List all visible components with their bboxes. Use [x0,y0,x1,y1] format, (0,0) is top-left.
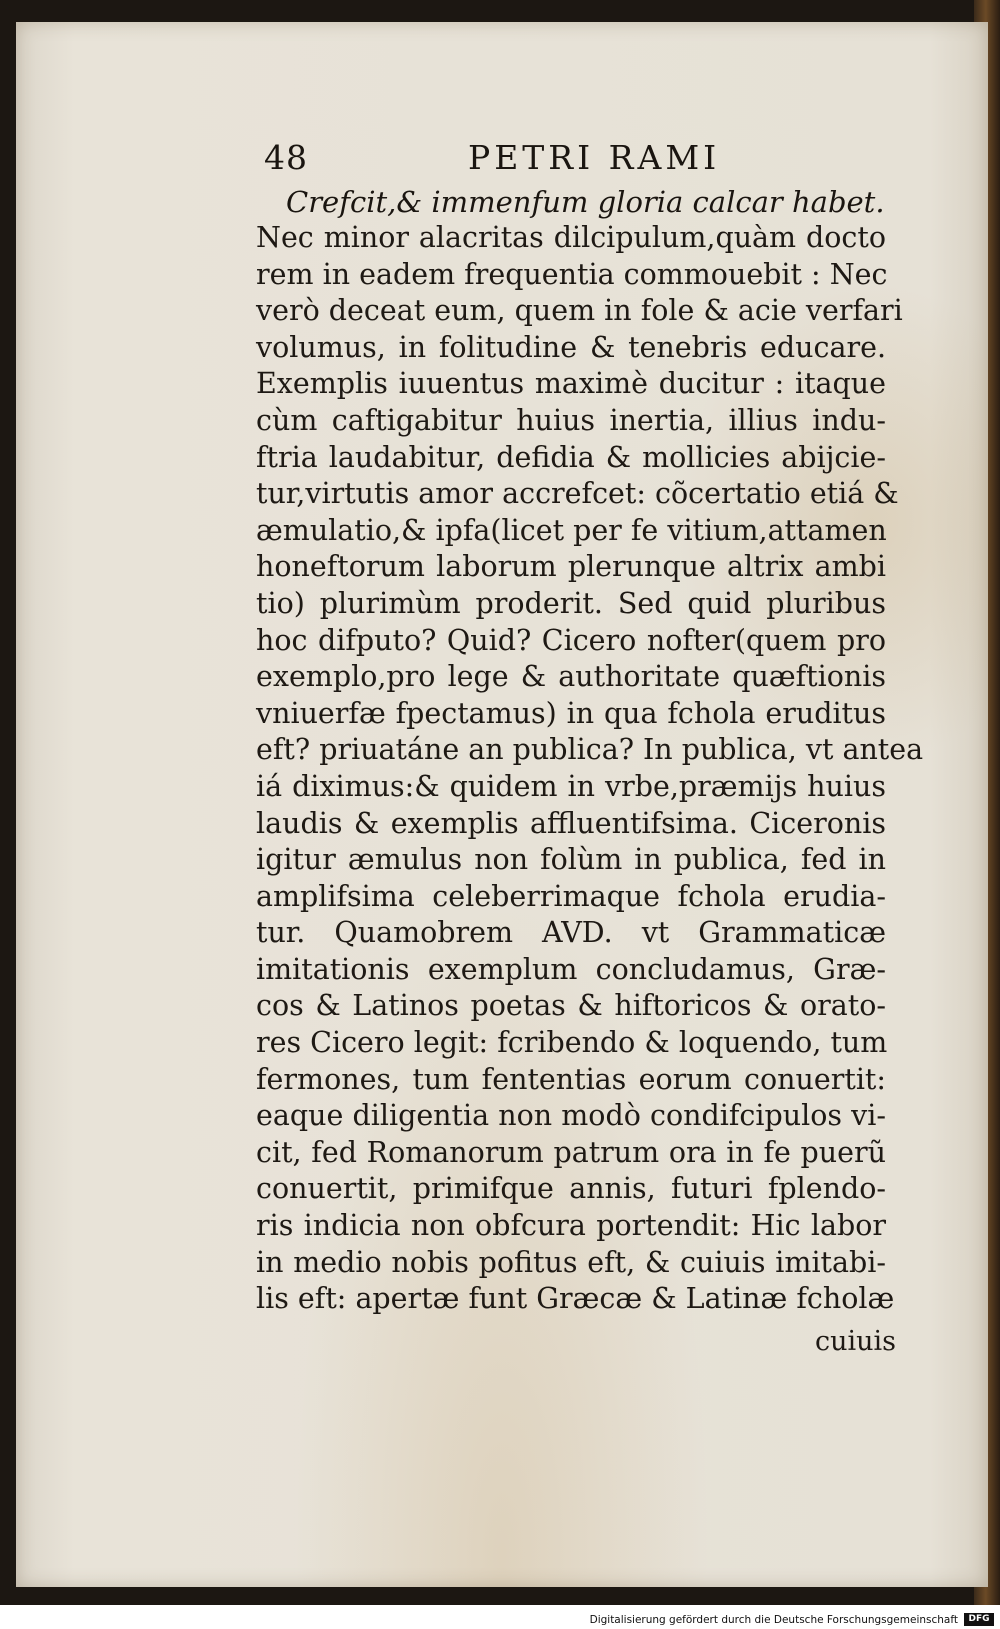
text-line: æmulatio,& ipfa(licet per fe vitium,attamen [256,513,887,547]
text-line: cit, fed Romanorum patrum ora in fe puerũ [256,1135,886,1169]
text-line: tur,virtutis amor accrefcet: cõcertatio etiá & [256,477,899,511]
text-line: res Cicero legit: fcribendo & loquendo, tum [256,1026,888,1060]
catchword: cuiuis [814,1326,896,1357]
text-line: igitur æmulus non folùm in publica, fed in [256,843,886,877]
text-line: lis eft: apertæ funt Græcæ & Latinæ fcholæ [256,1282,895,1316]
text-line: ftria laudabitur, defidia & mollicies abijcie- [256,440,886,474]
running-head: PETRI RAMI [468,138,721,177]
dfg-logo: DFG [964,1613,994,1626]
digitization-credit: Digitalisierung gefördert durch die Deutsche Forschungsgemeinschaft [589,1614,958,1626]
text-line: verò deceat eum, quem in fole & acie verfari [256,294,903,328]
text-line: in medio nobis pofitus eft, & cuiuis imitabi- [256,1245,886,1279]
text-line: Exemplis iuuentus maximè ducitur : itaque [256,367,886,401]
book-page [16,22,988,1587]
text-line: tio) plurimùm proderit. Sed quid pluribus [256,586,886,620]
body-text [256,220,924,1318]
text-line: cos & Latinos poetas & hiftoricos & orato- [256,989,886,1023]
verse-line: Crefcit,& immenfum gloria calcar habet. [286,185,885,219]
text-line: amplifsima celeberrimaque fchola erudia- [256,879,886,913]
text-line: conuertit, primifque annis, futuri fplendo- [256,1172,886,1206]
page-header [256,138,736,178]
text-line: imitationis exemplum concludamus, Græ- [256,952,886,986]
text-line: laudis & exemplis affluentifsima. Ciceronis [256,806,886,840]
text-line: ris indicia non obfcura portendit: Hic labor [256,1209,886,1243]
text-line: iá diximus:& quidem in vrbe,præmijs huius [256,769,886,803]
text-line: eaque diligentia non modò condifcipulos vi- [256,1099,886,1133]
text-line: fermones, tum fententias eorum conuertit: [256,1062,886,1096]
text-line: cùm caftigabitur huius inertia, illius indu- [256,403,886,437]
text-line: eft? priuatáne an publica? In publica, vt antea [256,733,924,767]
text-line: tur. Quamobrem AVD. vt Grammaticæ [256,916,886,950]
text-line: hoc difputo? Quid? Cicero nofter(quem pro [256,623,886,657]
text-line: honeftorum laborum plerunque altrix ambi [256,550,886,584]
text-line: rem in eadem frequentia commouebit : Nec [256,257,888,291]
text-line: volumus, in folitudine & tenebris educare. [256,330,886,364]
text-line: vniuerfæ fpectamus) in qua fchola eruditus [256,696,886,730]
text-line: exemplo,pro lege & authoritate quæftionis [256,660,886,694]
text-line: Nec minor alacritas dilcipulum,quàm docto [256,221,886,254]
page-number: 48 [264,138,308,177]
